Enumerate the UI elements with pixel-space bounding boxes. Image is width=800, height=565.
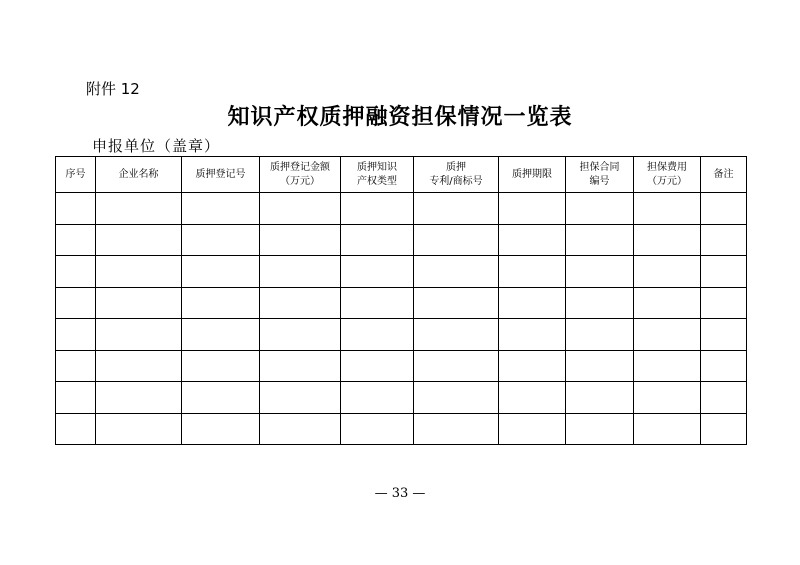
table-cell[interactable] [634,350,701,382]
table-cell[interactable] [96,382,182,414]
table-cell[interactable] [566,287,634,319]
table-cell[interactable] [566,224,634,256]
table-cell[interactable] [701,256,747,288]
table-cell[interactable] [182,224,260,256]
table-cell[interactable] [260,193,341,225]
col-header-guarantee-fee: 担保费用 （万元） [634,157,701,193]
table-cell[interactable] [499,319,566,351]
table-row [56,224,747,256]
table-cell[interactable] [56,287,96,319]
table-cell[interactable] [414,224,499,256]
table-cell[interactable] [341,350,414,382]
table-cell[interactable] [182,193,260,225]
table-cell[interactable] [634,413,701,445]
table-cell[interactable] [182,382,260,414]
col-header-patent-trademark-no: 质押 专利/商标号 [414,157,499,193]
table-cell[interactable] [341,256,414,288]
table-cell[interactable] [56,224,96,256]
table-cell[interactable] [701,287,747,319]
table-cell[interactable] [701,350,747,382]
table-cell[interactable] [341,224,414,256]
table-cell[interactable] [182,256,260,288]
table-cell[interactable] [56,193,96,225]
col-header-ip-type: 质押知识 产权类型 [341,157,414,193]
table-cell[interactable] [260,382,341,414]
table-cell[interactable] [341,193,414,225]
table-cell[interactable] [634,319,701,351]
table-cell[interactable] [182,350,260,382]
table-header-row [56,157,747,193]
pledge-guarantee-table [55,156,747,445]
table-row [56,256,747,288]
table-cell[interactable] [701,319,747,351]
table-cell[interactable] [260,224,341,256]
table-cell[interactable] [182,287,260,319]
table-cell[interactable] [96,224,182,256]
col-header-pledge-reg-no: 质押登记号 [182,157,260,193]
table-cell[interactable] [96,256,182,288]
table-cell[interactable] [701,224,747,256]
table-cell[interactable] [96,350,182,382]
table-row [56,350,747,382]
table-cell[interactable] [499,224,566,256]
table-cell[interactable] [701,413,747,445]
table-cell[interactable] [634,256,701,288]
table-cell[interactable] [414,413,499,445]
table-cell[interactable] [566,382,634,414]
table-cell[interactable] [414,350,499,382]
col-header-serial: 序号 [56,157,96,193]
table-cell[interactable] [56,350,96,382]
table-row [56,382,747,414]
table-cell[interactable] [701,382,747,414]
col-header-guarantee-contract-no: 担保合同 编号 [566,157,634,193]
table-cell[interactable] [56,413,96,445]
table-cell[interactable] [56,319,96,351]
table-cell[interactable] [56,382,96,414]
table-cell[interactable] [414,287,499,319]
table-row [56,319,747,351]
table-cell[interactable] [341,287,414,319]
col-header-pledge-amount: 质押登记金额 （万元） [260,157,341,193]
table-cell[interactable] [260,287,341,319]
table-cell[interactable] [96,319,182,351]
table-cell[interactable] [414,193,499,225]
table-row [56,287,747,319]
table-cell[interactable] [414,256,499,288]
table-cell[interactable] [634,382,701,414]
table-cell[interactable] [566,319,634,351]
table-row [56,413,747,445]
attachment-label: 附件 12 [86,80,140,98]
table-cell[interactable] [182,413,260,445]
table-cell[interactable] [566,413,634,445]
table-cell[interactable] [566,350,634,382]
table-body [56,193,747,445]
table-cell[interactable] [260,413,341,445]
table-cell[interactable] [96,413,182,445]
table-cell[interactable] [499,382,566,414]
table-cell[interactable] [499,350,566,382]
table-cell[interactable] [341,319,414,351]
table-cell[interactable] [414,382,499,414]
table-cell[interactable] [96,287,182,319]
table-cell[interactable] [182,319,260,351]
table-cell[interactable] [260,319,341,351]
table-cell[interactable] [499,256,566,288]
table-cell[interactable] [566,193,634,225]
table-cell[interactable] [96,193,182,225]
table-cell[interactable] [56,256,96,288]
col-header-remarks: 备注 [701,157,747,193]
table-cell[interactable] [341,382,414,414]
table-cell[interactable] [634,287,701,319]
table-cell[interactable] [566,256,634,288]
table-cell[interactable] [260,350,341,382]
document-title: 知识产权质押融资担保情况一览表 [227,104,573,130]
page-number: — 33 — [374,486,426,501]
table-cell[interactable] [634,224,701,256]
reporting-unit-label: 申报单位（盖章） [92,137,221,155]
table-cell[interactable] [260,256,341,288]
table-cell[interactable] [701,193,747,225]
table-cell[interactable] [634,193,701,225]
table-cell[interactable] [499,193,566,225]
table-row [56,193,747,225]
col-header-pledge-term: 质押期限 [499,157,566,193]
table-cell[interactable] [414,319,499,351]
table-cell[interactable] [499,287,566,319]
table-cell[interactable] [341,413,414,445]
table-cell[interactable] [499,413,566,445]
col-header-company-name: 企业名称 [96,157,182,193]
